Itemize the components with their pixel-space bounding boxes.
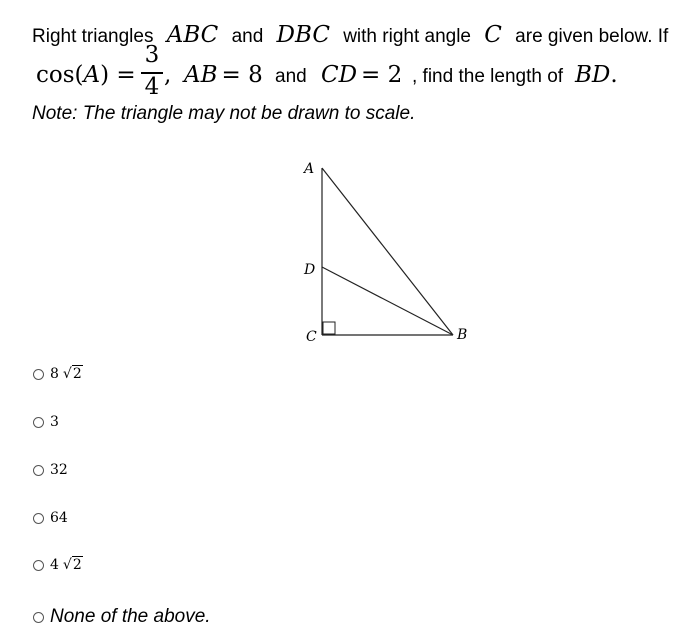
answer-option[interactable] bbox=[33, 462, 68, 478]
question-text: Right triangles bbox=[32, 26, 154, 47]
radio-button[interactable] bbox=[33, 560, 44, 571]
answer-option[interactable] bbox=[33, 557, 83, 573]
radio-button[interactable] bbox=[33, 465, 44, 476]
cd-equation: CD = 2 bbox=[321, 62, 403, 88]
option-label: 32 bbox=[50, 462, 68, 478]
math-dbc: DBC bbox=[276, 22, 330, 48]
math-c: C bbox=[484, 22, 502, 48]
radio-button[interactable] bbox=[33, 369, 44, 380]
label-b: B bbox=[457, 327, 468, 343]
scale-note: Note: The triangle may not be drawn to scale. bbox=[32, 103, 416, 124]
segment-ab bbox=[322, 168, 453, 335]
option-label: 3 bbox=[50, 414, 59, 430]
option-label: 4 √2 bbox=[50, 557, 82, 573]
question-text: , find the length of bbox=[412, 66, 564, 87]
fraction-numerator: 3 bbox=[144, 42, 160, 68]
question-line-1 bbox=[32, 22, 668, 48]
cos-expression: cos(A) = bbox=[36, 62, 136, 88]
label-a: A bbox=[304, 161, 315, 177]
label-d: D bbox=[304, 262, 316, 278]
ab-equation: AB = 8 bbox=[184, 62, 263, 88]
answer-option[interactable] bbox=[33, 606, 211, 628]
sqrt-symbol: √2 bbox=[62, 366, 82, 382]
radio-button[interactable] bbox=[33, 417, 44, 428]
segment-db bbox=[322, 267, 453, 335]
question-text: and bbox=[231, 26, 264, 47]
option-label: 8 √2 bbox=[50, 366, 82, 382]
question-text: with right angle bbox=[343, 26, 471, 47]
fraction-denominator: 4 bbox=[144, 74, 160, 100]
comma: , bbox=[164, 62, 172, 88]
label-c: C bbox=[306, 329, 317, 345]
radio-button[interactable] bbox=[33, 513, 44, 524]
radio-button[interactable] bbox=[33, 612, 44, 623]
question-text: are given below. If bbox=[515, 26, 669, 47]
sqrt-symbol: √2 bbox=[62, 557, 82, 573]
right-angle-marker bbox=[323, 322, 335, 334]
answer-option[interactable] bbox=[33, 366, 83, 382]
option-label: None of the above. bbox=[50, 606, 211, 627]
math-abc: ABC bbox=[166, 22, 219, 48]
answer-option[interactable] bbox=[33, 414, 59, 430]
triangle-diagram bbox=[290, 150, 490, 355]
bd-term: BD. bbox=[575, 62, 618, 88]
answer-option[interactable] bbox=[33, 510, 68, 526]
option-label: 64 bbox=[50, 510, 68, 526]
question-text: and bbox=[275, 66, 307, 87]
